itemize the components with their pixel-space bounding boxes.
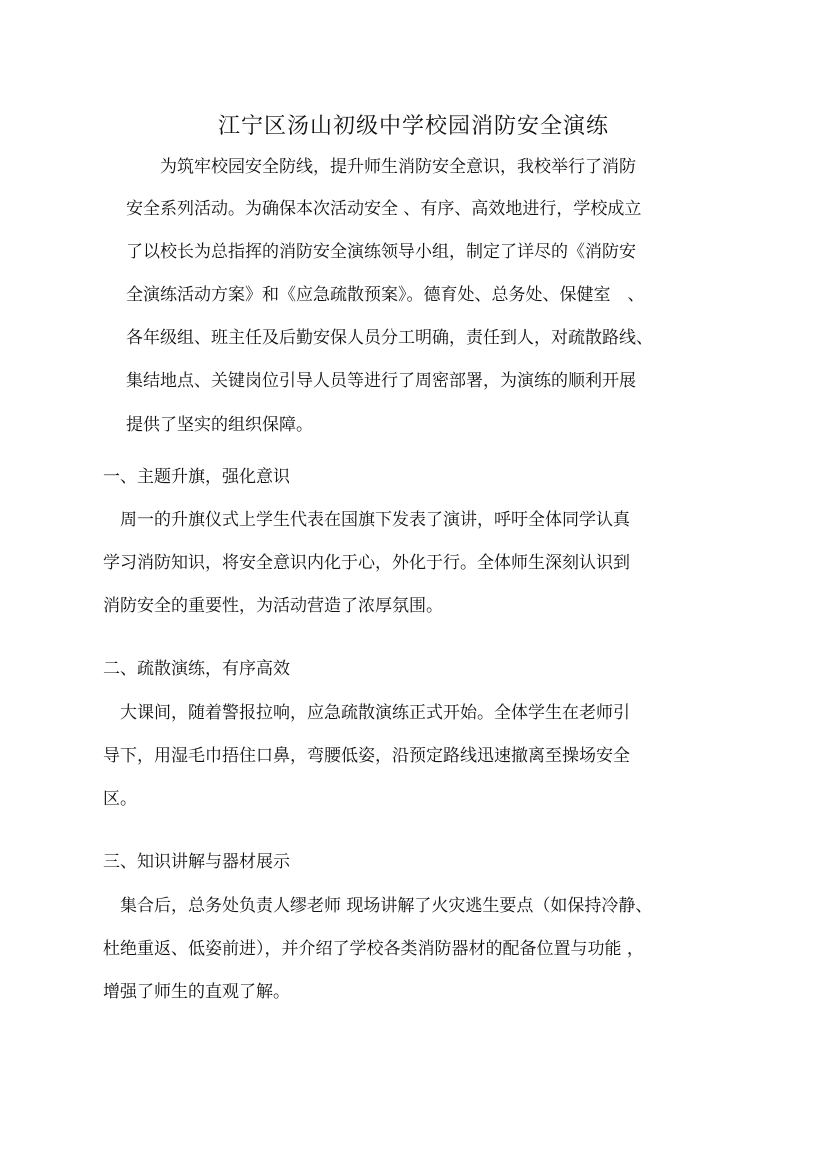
intro-line: 为筑牢校园安全防线，提升师生消防安全意识，我校举行了消防: [126, 157, 636, 177]
section-line: 消防安全的重要性，为活动营造了浓厚氛围。: [103, 596, 443, 616]
intro-line: 集结地点、关键岗位引导人员等进行了周密部署，为演练的顺利开展: [126, 371, 636, 391]
section-line: 学习消防知识，将安全意识内化于心，外化于行。全体师生深刻认识到: [103, 553, 630, 573]
intro-line: 提供了坚实的组织保障。: [126, 415, 313, 435]
section-line: 杜绝重返、低姿前进），并介绍了学校各类消防器材的配备位置与功能 ，: [103, 939, 644, 959]
document-title: 江宁区汤山初级中学校园消防安全演练: [217, 114, 609, 139]
section-heading: 三、知识讲解与器材展示: [103, 852, 290, 872]
section-line: 区。: [103, 789, 137, 809]
section-heading: 二、疏散演练，有序高效: [103, 659, 290, 679]
section-line: 周一的升旗仪式上学生代表在国旗下发表了演讲，呼吁全体同学认真: [103, 510, 630, 530]
section-heading: 一、主题升旗，强化意识: [103, 467, 290, 487]
section-line: 集合后，总务处负责人缪老师 现场讲解了火灾逃生要点（如保持冷静、: [103, 896, 653, 916]
intro-line: 各年级组、班主任及后勤安保人员分工明确，责任到人，对疏散路线、: [126, 328, 653, 348]
section-line: 大课间，随着警报拉响，应急疏散演练正式开始。全体学生在老师引: [103, 703, 630, 723]
section-line: 导下，用湿毛巾捂住口鼻，弯腰低姿，沿预定路线迅速撤离至操场安全: [103, 746, 630, 766]
section-line: 增强了师生的直观了解。: [103, 982, 290, 1002]
intro-line: 全演练活动方案》和《应急疏散预案》。德育处、总务处、保健室 、: [126, 285, 645, 305]
intro-line: 安全系列活动。为确保本次活动安全 、有序、高效地进行，学校成立: [126, 199, 642, 219]
intro-line: 了以校长为总指挥的消防安全演练领导小组，制定了详尽的《消防安: [126, 242, 636, 262]
